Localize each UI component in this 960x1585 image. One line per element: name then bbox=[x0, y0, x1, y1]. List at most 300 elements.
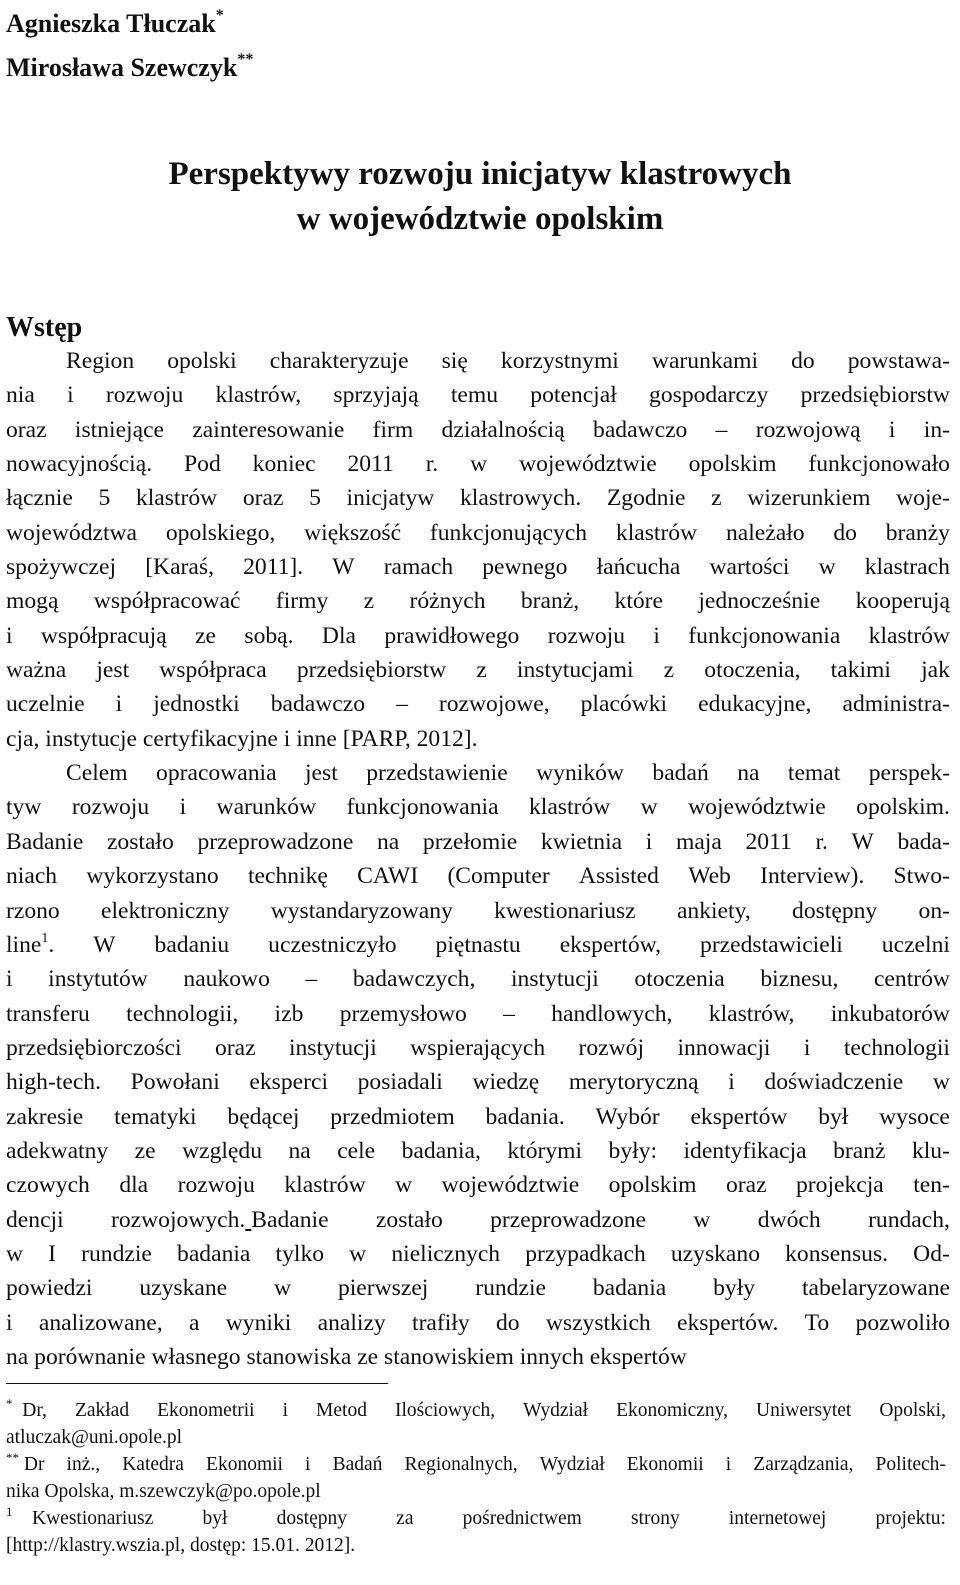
word: rundach, bbox=[868, 1206, 950, 1233]
word: i bbox=[6, 622, 13, 649]
word: naukowo bbox=[183, 966, 270, 993]
word: handlowych, bbox=[551, 1000, 673, 1027]
word: Celem bbox=[66, 760, 128, 787]
word: współpraca bbox=[159, 657, 267, 684]
word: klastrów, bbox=[215, 382, 302, 409]
word: rozwoju bbox=[547, 622, 626, 649]
word: województwie bbox=[519, 451, 657, 478]
word: 5 bbox=[309, 485, 321, 512]
word: oraz bbox=[242, 485, 284, 512]
author-name-text: Agnieszka Tłuczak bbox=[6, 9, 216, 38]
word: przedmiotem bbox=[330, 1103, 455, 1130]
word: badawczo bbox=[270, 691, 366, 718]
word: projektu: bbox=[875, 1508, 946, 1529]
author-name-text: Mirosława Szewczyk bbox=[6, 53, 238, 82]
word: konsensus. bbox=[785, 1240, 889, 1267]
word: placówki bbox=[580, 691, 668, 718]
word: klastrów bbox=[868, 622, 950, 649]
word: był bbox=[818, 1103, 849, 1130]
body-text bbox=[6, 344, 950, 1374]
word: rundzie bbox=[81, 1240, 152, 1267]
word: instytutów bbox=[48, 966, 148, 993]
word: zainteresowanie bbox=[192, 416, 345, 443]
word: tylko bbox=[275, 1240, 325, 1267]
word: opolskim bbox=[688, 451, 777, 478]
word: $^1$ Kwestionariusz bbox=[6, 1504, 154, 1529]
word: z bbox=[663, 657, 675, 684]
word: uczelni bbox=[881, 931, 950, 958]
word: opolskim bbox=[608, 1172, 697, 1199]
text-line bbox=[6, 1065, 950, 1099]
word: klastrowych. bbox=[460, 485, 582, 512]
word: badania bbox=[592, 1275, 667, 1302]
word: uczestniczyło bbox=[268, 931, 397, 958]
word: identyfikacja bbox=[683, 1137, 807, 1164]
word: eksperci bbox=[249, 1069, 328, 1096]
word: opolskiego, bbox=[165, 519, 276, 546]
word: wyniki bbox=[225, 1309, 292, 1336]
word: 2011]. bbox=[243, 554, 304, 581]
text-line bbox=[6, 1134, 950, 1168]
text-line bbox=[6, 1100, 950, 1134]
word: województwa bbox=[6, 519, 138, 546]
word: opolskim. bbox=[856, 794, 950, 821]
text-line bbox=[6, 550, 950, 584]
authors-block bbox=[6, 2, 253, 90]
word: za bbox=[396, 1508, 414, 1529]
word: dwóch bbox=[757, 1206, 821, 1233]
word: projekcja bbox=[796, 1172, 884, 1199]
word: badania bbox=[177, 1240, 251, 1267]
word: rzono bbox=[6, 897, 60, 924]
word: Zakład bbox=[74, 1400, 130, 1421]
word: współpracują bbox=[40, 622, 167, 649]
footnotes bbox=[6, 1397, 946, 1559]
word: czowych bbox=[6, 1172, 90, 1199]
word: technologii, bbox=[126, 1000, 239, 1027]
word: i bbox=[728, 1069, 735, 1096]
word: uzyskano bbox=[670, 1240, 760, 1267]
word: gospodarczy bbox=[649, 382, 769, 409]
word: nowacyjnością. bbox=[6, 451, 153, 478]
word: zostało bbox=[375, 1206, 443, 1233]
footnote-marker: ** bbox=[6, 1450, 19, 1465]
word: uczelnie bbox=[6, 691, 85, 718]
text-line bbox=[6, 653, 950, 687]
word: Ekonomii bbox=[206, 1454, 283, 1475]
word: wystandaryzowany bbox=[270, 897, 453, 924]
word: zostało bbox=[106, 828, 174, 855]
word: transferu bbox=[6, 1000, 90, 1027]
text-line bbox=[6, 619, 950, 653]
word: inkubatorów bbox=[830, 1000, 950, 1027]
text-line bbox=[6, 481, 950, 515]
word: były: bbox=[608, 1137, 658, 1164]
word: – bbox=[715, 416, 728, 443]
word: dla bbox=[119, 1172, 149, 1199]
word: klastrów, bbox=[708, 1000, 795, 1027]
word: wysoce bbox=[879, 1103, 950, 1130]
word: i bbox=[282, 1400, 289, 1421]
word: in- bbox=[923, 416, 950, 443]
text-line bbox=[6, 1306, 950, 1340]
word: on- bbox=[918, 897, 950, 924]
text-line: cja, instytucje certyfikacyjne i inne [PARP, 2012]. bbox=[6, 725, 478, 752]
word: pierwszej bbox=[337, 1275, 429, 1302]
word: wyników bbox=[536, 760, 624, 787]
word: r. bbox=[815, 828, 828, 855]
word: badań bbox=[652, 760, 709, 787]
word: Wybór bbox=[595, 1103, 660, 1130]
word: firm bbox=[372, 416, 414, 443]
footnote-line bbox=[6, 1505, 946, 1532]
word: dostępny bbox=[792, 897, 878, 924]
word: instytucjami bbox=[516, 657, 634, 684]
word: Ilościowych, bbox=[394, 1400, 496, 1421]
word: wartości bbox=[709, 554, 790, 581]
word: tyw bbox=[6, 794, 42, 821]
word: Badań bbox=[332, 1454, 383, 1475]
word: Interview). bbox=[760, 863, 865, 890]
word: – bbox=[396, 691, 408, 718]
word: w bbox=[640, 794, 658, 821]
footnote-line: nika Opolska, m.szewczyk@po.opole.pl bbox=[6, 1481, 321, 1502]
word: współpracować bbox=[93, 588, 241, 615]
word: Uniwersytet bbox=[756, 1400, 852, 1421]
word: nia bbox=[6, 382, 35, 409]
footnote-line: atluczak@uni.opole.pl bbox=[6, 1427, 183, 1448]
paper-title bbox=[0, 152, 960, 242]
word: w bbox=[932, 1069, 950, 1096]
word: klastrach bbox=[864, 554, 950, 581]
word: i bbox=[67, 382, 74, 409]
word: w bbox=[6, 1240, 24, 1267]
word: był bbox=[202, 1508, 228, 1529]
word: na bbox=[376, 828, 400, 855]
author-name bbox=[6, 46, 253, 90]
word: funkcjonowało bbox=[808, 451, 950, 478]
word: przeprowadzone bbox=[490, 1206, 647, 1233]
word: technikę bbox=[247, 863, 328, 890]
word: które bbox=[614, 588, 664, 615]
word: [Karaś, bbox=[145, 554, 214, 581]
word: rozwojową bbox=[755, 416, 861, 443]
word: W bbox=[332, 554, 355, 581]
word: niach bbox=[6, 863, 58, 890]
word: badania, bbox=[401, 1137, 481, 1164]
text-line bbox=[6, 378, 950, 412]
text-line bbox=[6, 1168, 950, 1202]
word: – bbox=[503, 1000, 515, 1027]
word: dencji bbox=[6, 1206, 64, 1233]
word: przypadkach bbox=[525, 1240, 646, 1267]
word: ankiety, bbox=[676, 897, 751, 924]
text-line bbox=[6, 756, 950, 790]
word: Pod bbox=[184, 451, 221, 478]
word: Stwo- bbox=[893, 863, 950, 890]
word: Metod bbox=[316, 1400, 367, 1421]
word: powiedzi bbox=[6, 1275, 93, 1302]
word: Assisted bbox=[578, 863, 659, 890]
word: jak bbox=[921, 657, 950, 684]
word: To bbox=[804, 1309, 830, 1336]
word: wspierających bbox=[410, 1034, 546, 1061]
word: Regionalnych, bbox=[404, 1454, 518, 1475]
text-line bbox=[6, 997, 950, 1031]
word: otoczenia, bbox=[704, 657, 801, 684]
word: działalnością bbox=[441, 416, 565, 443]
word: Ekonometrii bbox=[157, 1400, 255, 1421]
word: do bbox=[791, 348, 815, 374]
word: otoczenia bbox=[634, 966, 725, 993]
text-line bbox=[6, 962, 950, 996]
word: Ekonomiczny, bbox=[616, 1400, 728, 1421]
word: badania. bbox=[485, 1103, 565, 1130]
word: klastrów bbox=[528, 794, 611, 821]
word: w bbox=[693, 1206, 711, 1233]
word: Zarządzania, bbox=[753, 1454, 854, 1475]
word: łańcucha bbox=[596, 554, 681, 581]
word: i bbox=[803, 1034, 811, 1061]
word: rozwoju bbox=[71, 794, 150, 821]
word: – bbox=[305, 966, 318, 993]
word: 2011 bbox=[347, 451, 394, 478]
word: uzyskane bbox=[139, 1275, 228, 1302]
word: firmy bbox=[275, 588, 329, 615]
word: high-tech. bbox=[6, 1069, 101, 1096]
word: (Computer bbox=[447, 863, 550, 890]
word: mogą bbox=[6, 588, 59, 615]
word: analizy bbox=[317, 1309, 386, 1336]
word: badawczo bbox=[593, 416, 688, 443]
word: pozwoliło bbox=[855, 1309, 950, 1336]
word: izb bbox=[274, 1000, 304, 1027]
word: i bbox=[115, 691, 123, 718]
text-line bbox=[6, 859, 950, 893]
word: nielicznych bbox=[391, 1240, 501, 1267]
word: kwestionariusz bbox=[494, 897, 636, 924]
word: adekwatny bbox=[6, 1137, 109, 1164]
word: względu bbox=[182, 1137, 262, 1164]
word: jednostki bbox=[153, 691, 240, 718]
word: Opolski, bbox=[879, 1400, 946, 1421]
word: W bbox=[851, 828, 874, 855]
word: posiadali bbox=[357, 1069, 443, 1096]
word: bada- bbox=[897, 828, 950, 855]
word: piętnastu bbox=[435, 931, 521, 958]
word: i bbox=[6, 1309, 13, 1336]
word: rozwoju bbox=[105, 382, 184, 409]
footnote-line: [http://klastry.wszia.pl, dostęp: 15.01. 2012]. bbox=[6, 1535, 356, 1556]
word: istniejące bbox=[74, 416, 165, 443]
word: przedsiębiorstw bbox=[800, 382, 950, 409]
author-name bbox=[6, 2, 253, 46]
footnote-marker: 1 bbox=[6, 1504, 13, 1519]
text-line bbox=[6, 1203, 950, 1237]
word: klastrów bbox=[284, 1172, 366, 1199]
word: a bbox=[188, 1309, 200, 1336]
word: ze bbox=[134, 1137, 156, 1164]
word: trafiły bbox=[412, 1309, 470, 1336]
footnote-line bbox=[6, 1451, 946, 1478]
word: ten- bbox=[913, 1172, 950, 1199]
word: rozwoju bbox=[177, 1172, 255, 1199]
word: 2011 bbox=[745, 828, 792, 855]
word: warunków bbox=[216, 794, 317, 821]
word: Wydział bbox=[523, 1400, 589, 1421]
word: różnych bbox=[409, 588, 486, 615]
author-footnote-marker: ** bbox=[237, 51, 254, 68]
word: przedsiębiorczości bbox=[6, 1034, 182, 1061]
text-line bbox=[6, 894, 950, 928]
word: oraz bbox=[725, 1172, 767, 1199]
word: wykorzystano bbox=[86, 863, 219, 890]
text-line bbox=[6, 584, 950, 618]
word: funkcjonujących bbox=[429, 519, 588, 546]
word: centrów bbox=[873, 966, 950, 993]
word: line$^1$. bbox=[6, 930, 55, 958]
word: elektroniczny bbox=[101, 897, 230, 924]
word: klu- bbox=[911, 1137, 950, 1164]
text-line bbox=[6, 1237, 950, 1271]
word: będącej bbox=[227, 1103, 300, 1130]
word: na bbox=[288, 1137, 311, 1164]
word: biznesu, bbox=[760, 966, 839, 993]
text-line bbox=[6, 447, 950, 481]
word: w bbox=[470, 451, 488, 478]
word: i bbox=[645, 828, 653, 855]
text-line bbox=[6, 928, 950, 962]
word: w bbox=[274, 1275, 292, 1302]
word: W bbox=[93, 931, 116, 958]
word: z bbox=[711, 485, 722, 512]
word: korzystnymi bbox=[500, 348, 619, 374]
text-line bbox=[6, 790, 950, 824]
word: 5 bbox=[98, 485, 111, 512]
word: funkcjonowania bbox=[346, 794, 499, 821]
word: dostępny bbox=[276, 1508, 347, 1529]
word: temu bbox=[450, 382, 499, 409]
word: wizerunkiem bbox=[747, 485, 871, 512]
word: Katedra bbox=[122, 1454, 184, 1475]
word: rundzie bbox=[475, 1275, 546, 1302]
word: instytucji bbox=[510, 966, 599, 993]
word: kwietnia bbox=[540, 828, 623, 855]
word: powstawa- bbox=[847, 348, 950, 374]
word: którymi bbox=[507, 1137, 583, 1164]
word: charakteryzuje bbox=[269, 348, 409, 374]
word: na bbox=[737, 760, 760, 787]
word: były bbox=[713, 1275, 756, 1302]
word: edukacyjne, bbox=[698, 691, 812, 718]
word: do bbox=[833, 519, 857, 546]
word: przeprowadzone bbox=[197, 828, 354, 855]
word: województwie bbox=[688, 794, 826, 821]
word: ekspertów, bbox=[559, 931, 662, 958]
word: inż., bbox=[66, 1454, 101, 1475]
word: i bbox=[6, 966, 13, 993]
word: przemysłowo bbox=[339, 1000, 467, 1027]
word: klastrów bbox=[135, 485, 218, 512]
word: i bbox=[179, 794, 187, 821]
word: inicjatyw bbox=[346, 485, 435, 512]
underlined-gap bbox=[245, 1207, 251, 1233]
word: Powołani bbox=[130, 1069, 220, 1096]
word: województwie bbox=[441, 1172, 580, 1199]
section-heading: Wstęp bbox=[6, 312, 83, 343]
footnote-marker: * bbox=[6, 1396, 13, 1411]
word: badaniu bbox=[154, 931, 230, 958]
text-line bbox=[6, 413, 950, 447]
word: strony bbox=[630, 1508, 680, 1529]
title-line: Perspektywy rozwoju inicjatyw klastrowych bbox=[168, 156, 792, 192]
word: branż bbox=[833, 1137, 886, 1164]
word: maja bbox=[675, 828, 722, 855]
word: funkcjonowania bbox=[688, 622, 841, 649]
word: w bbox=[349, 1240, 367, 1267]
word: temat bbox=[787, 760, 841, 787]
word: internetowej bbox=[728, 1508, 827, 1529]
word: merytoryczną bbox=[568, 1069, 699, 1096]
word: administra- bbox=[842, 691, 950, 718]
word: kooperują bbox=[855, 588, 950, 615]
word: wszystkich bbox=[545, 1309, 651, 1336]
word: pośrednictwem bbox=[462, 1508, 582, 1529]
word: przedstawicieli bbox=[700, 931, 843, 958]
word: opracowania bbox=[156, 760, 277, 787]
word: i bbox=[888, 416, 896, 443]
word: przedsiębiorstw bbox=[296, 657, 447, 684]
word: jest bbox=[96, 657, 130, 684]
text-line bbox=[6, 687, 950, 721]
footnote-reference: 1 bbox=[41, 930, 49, 946]
word: sprzyjają bbox=[333, 382, 419, 409]
word: tabelaryzowane bbox=[801, 1275, 950, 1302]
word: pewnego bbox=[482, 554, 568, 581]
word: klastrów bbox=[615, 519, 698, 546]
word: rozwojowych. Badanie bbox=[111, 1206, 329, 1233]
word: sobą. bbox=[244, 622, 294, 649]
word: prawidłowego bbox=[384, 622, 520, 649]
footnote-separator bbox=[6, 1383, 388, 1384]
word: analizowane, bbox=[38, 1309, 163, 1336]
word: I bbox=[48, 1240, 57, 1267]
text-line bbox=[6, 516, 950, 550]
word: spożywczej bbox=[6, 554, 117, 581]
word: branż, bbox=[520, 588, 580, 615]
word: z bbox=[476, 657, 487, 684]
word: ekspertów bbox=[690, 1103, 788, 1130]
word: łącznie bbox=[6, 485, 73, 512]
word: tematyki bbox=[114, 1103, 197, 1130]
word: się bbox=[441, 348, 468, 374]
word: oraz bbox=[6, 416, 47, 443]
word: Ekonomii bbox=[626, 1454, 704, 1475]
word: w bbox=[818, 554, 836, 581]
text-line bbox=[6, 344, 950, 378]
word: ramach bbox=[383, 554, 454, 581]
word: r. bbox=[425, 451, 439, 478]
word: opolski bbox=[167, 348, 237, 374]
word: CAWI bbox=[357, 863, 419, 890]
title-line: w województwie opolskim bbox=[296, 201, 664, 237]
word: perspek- bbox=[868, 760, 950, 787]
word: i bbox=[653, 622, 660, 649]
word: Dla bbox=[321, 622, 356, 649]
word: jest bbox=[305, 760, 338, 787]
word: przedstawienie bbox=[366, 760, 508, 787]
word: badawczych, bbox=[352, 966, 476, 993]
